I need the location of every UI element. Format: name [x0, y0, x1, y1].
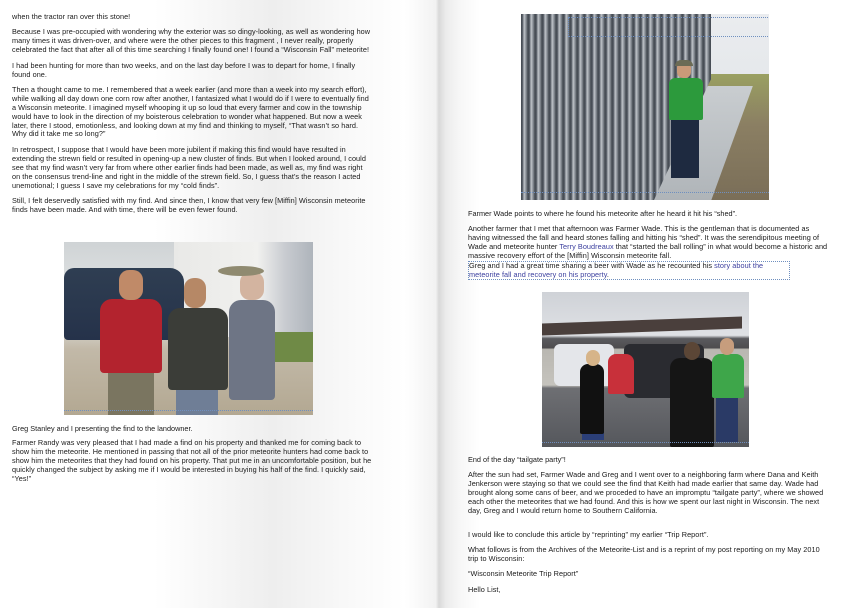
person-hat: [229, 300, 275, 400]
paragraph: “Wisconsin Meteorite Trip Report”: [468, 569, 579, 579]
paragraph: Farmer Randy was very pleased that I had made a find on his property and thanked me for coming back to show him the meteorite. He mentioned in passing that not all of the prior meteorite hunters had come back to show him the meteorites that they had found on his property. That put me in an uncomfortable position, but he quickly changed the subject by asking me if I would be interested in buying his half of the find. I quickly said, “Yes!”: [12, 438, 372, 483]
paragraph: Because I was pre-occupied with wondering why the exterior was so dingy-looking, as well as wondering how many times it was driven-over, and where were the other pieces to this fragment , I never really, properly celebrated the fact that after all of this time searching I finally found one! I found a “Wisconsin Fall” meteorite!: [12, 27, 371, 55]
selection-outline: [542, 442, 749, 445]
person-red-shirt: [100, 299, 162, 373]
photo-tailgate-party: [542, 292, 749, 447]
right-text-block: [468, 225, 828, 280]
person-green-shirt: [669, 78, 703, 120]
selection-outline: [568, 17, 769, 37]
photo-farmer-wade-shed: [521, 14, 769, 200]
paragraph: when the tractor ran over this stone!: [12, 12, 131, 21]
paragraph-link-box: Greg and I had a great time sharing a beer with Wade as he recounted his story about the meteorite fall and recovery on his property.: [468, 261, 790, 281]
terry-boudreaux-link[interactable]: Terry Boudreaux: [559, 241, 614, 251]
photo-caption: Greg Stanley and I presenting the find to the landowner.: [12, 424, 193, 433]
paragraph: Still, I felt deservedly satisfied with my find. And since then, I know that very few [Miffin] Wisconsin meteorite finds have been made. And with time, there will be even fewer found.: [12, 195, 366, 214]
right-text-block-2: [468, 471, 828, 601]
paragraph: After the sun had set, Farmer Wade and Greg and I went over to a neighboring farm where Dana and Keith Jenkerson were staying so that we could see the find that Keith had made earlier that same day. Wade had brought along some cans of beer, and we proceded to have an impromptu “tailgate party”, where we showed each other the meteorites that we had found. And this is how we spent our last night in Wisconsin. The next day, Greg and I would return home to Southern California.: [468, 470, 824, 515]
person-green-shirt: [712, 354, 744, 398]
photo-caption: Farmer Wade points to where he found his meteorite after he heard it hit his “shed”.: [468, 209, 738, 218]
person-red-shirt: [608, 354, 634, 394]
left-text-block: [12, 13, 372, 221]
paragraph: In retrospect, I suppose that I would have been more jubilent if making this find would have resulted in extending the strewn field or resulted in opening-up a new cluster of finds. But when I looked around, I could see that my find wasn’t very far from where other earlier finds had been made, as well as, my find was right on the consensus trend-line and right in the middle of the strewn field. So, I guess that’s the reason I acted unemotional; I guess I save my celebrations for my “cold finds”.: [12, 144, 366, 190]
paragraph: Hello List,: [468, 584, 501, 594]
story-link[interactable]: story about the meteorite fall and recovery on his property: [469, 260, 764, 279]
person-black-top: [580, 364, 604, 434]
photo-presenting-find: [64, 242, 313, 415]
paragraph: I would like to conclude this article by “reprinting” my earlier “Trip Report”.: [468, 529, 709, 539]
person-dark-jacket: [670, 358, 714, 447]
person-dark-shirt: [168, 308, 228, 390]
paragraph: Then a thought came to me. I remembered that a week earlier (and more than a week into my search effort), while walking all day down one corn row after another, I fantasized what I would do if I were to eventually find a Wisconsin meteorite. I imagined myself whooping it up so loud that every farmer and cow in the township would have to look in the direction of my boisterous celebration to wonder what happened. But now a week later, there I stood, emotionless, and looking down at my find and thinking to myself, “That wasn’t so hard. Why did it take me so long?”: [12, 84, 369, 139]
paragraph: What follows is from the Archives of the Meteorite-List and is a reprint of my post reporting on my May 2010 trip to Wisconsin:: [468, 544, 820, 563]
left-text-block-2: [12, 439, 372, 490]
selection-outline: [521, 192, 769, 197]
selection-outline: [64, 410, 313, 413]
photo-caption: End of the day “tailgate party”!: [468, 455, 566, 464]
paragraph: Another farmer that I met that afternoon was Farmer Wade. This is the gentleman that is documented as having witnessed the fall and heard stones falling and hitting his “shed”. It was the serendipitous meeting of Wade and meteorite hunter Terry Boudreaux that “started the ball rolling” in what would become a historic and massive recovery effort of the [Miffin] Wisconsin meteorite fall.: [468, 224, 828, 260]
paragraph: I had been hunting for more than two weeks, and on the last day before I was to depart for home, I finally found one.: [12, 60, 356, 79]
